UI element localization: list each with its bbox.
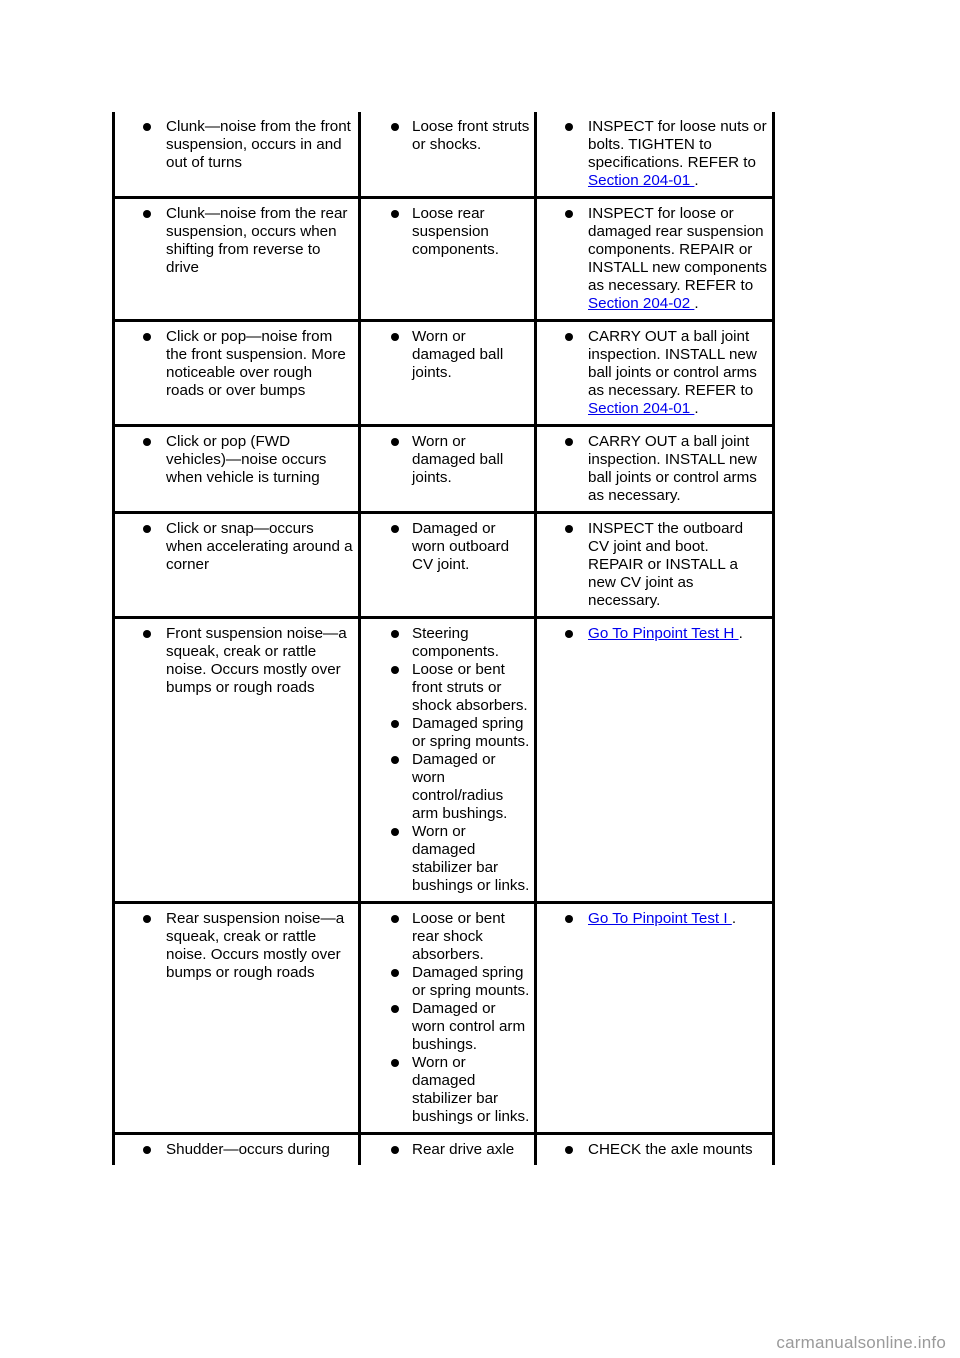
table-row bbox=[114, 112, 774, 198]
symptom-item: Click or pop—noise from the front suspension. More noticeable over rough roads or over bumps bbox=[115, 328, 354, 400]
table-row bbox=[114, 1134, 774, 1166]
cause-item: Damaged or worn control/radius arm bushings. bbox=[361, 751, 530, 823]
cause-cell bbox=[360, 426, 536, 513]
symptom-cell bbox=[114, 198, 360, 321]
action-item bbox=[537, 625, 768, 643]
cause-cell bbox=[360, 513, 536, 618]
cause-item: Loose front struts or shocks. bbox=[361, 118, 530, 154]
action-trailing-text: . bbox=[694, 400, 699, 417]
cause-item: Rear drive axle bbox=[361, 1141, 530, 1159]
table-row bbox=[114, 198, 774, 321]
cause-cell bbox=[360, 198, 536, 321]
cause-item: Loose or bent front struts or shock absorbers. bbox=[361, 661, 530, 715]
cause-item: Damaged or worn control arm bushings. bbox=[361, 1000, 530, 1054]
symptom-item: Click or snap—occurs when accelerating around a corner bbox=[115, 520, 354, 574]
action-text: CHECK the axle mounts bbox=[588, 1141, 753, 1158]
symptom-item: Front suspension noise—a squeak, creak or rattle noise. Occurs mostly over bumps or rough roads bbox=[115, 625, 354, 697]
symptom-item: Click or pop (FWD vehicles)—noise occurs when vehicle is turning bbox=[115, 433, 354, 487]
symptom-cell bbox=[114, 618, 360, 903]
action-item bbox=[537, 910, 768, 928]
table-row bbox=[114, 426, 774, 513]
cause-item: Worn or damaged ball joints. bbox=[361, 433, 530, 487]
action-item bbox=[537, 520, 768, 610]
section-reference-link[interactable]: Section 204-02 bbox=[588, 295, 695, 312]
cause-item: Damaged spring or spring mounts. bbox=[361, 964, 530, 1000]
action-cell bbox=[536, 1134, 774, 1166]
action-trailing-text: . bbox=[694, 295, 699, 312]
cause-item: Steering components. bbox=[361, 625, 530, 661]
cause-item: Loose or bent rear shock absorbers. bbox=[361, 910, 530, 964]
action-item bbox=[537, 1141, 768, 1159]
cause-item: Damaged spring or spring mounts. bbox=[361, 715, 530, 751]
symptom-cell bbox=[114, 321, 360, 426]
action-text: INSPECT for loose or damaged rear suspension components. REPAIR or INSTALL new components as necessary. REFER to bbox=[588, 205, 767, 294]
cause-cell bbox=[360, 112, 536, 198]
symptom-cell bbox=[114, 112, 360, 198]
cause-item: Worn or damaged stabilizer bar bushings or links. bbox=[361, 1054, 530, 1126]
symptom-cell bbox=[114, 903, 360, 1134]
action-text: CARRY OUT a ball joint inspection. INSTALL new ball joints or control arms as necessary. bbox=[588, 433, 757, 504]
action-item bbox=[537, 328, 768, 418]
action-cell bbox=[536, 426, 774, 513]
cause-cell bbox=[360, 1134, 536, 1166]
table-row bbox=[114, 903, 774, 1134]
cause-item: Worn or damaged stabilizer bar bushings or links. bbox=[361, 823, 530, 895]
diagnosis-table bbox=[112, 112, 775, 1165]
action-trailing-text: . bbox=[738, 625, 743, 642]
action-cell bbox=[536, 321, 774, 426]
symptom-item: Rear suspension noise—a squeak, creak or rattle noise. Occurs mostly over bumps or rough roads bbox=[115, 910, 354, 982]
section-reference-link[interactable]: Go To Pinpoint Test H bbox=[588, 625, 739, 642]
action-item bbox=[537, 118, 768, 190]
action-text: INSPECT the outboard CV joint and boot. REPAIR or INSTALL a new CV joint as necessary. bbox=[588, 520, 744, 609]
action-cell bbox=[536, 903, 774, 1134]
watermark: carmanualsonline.info bbox=[776, 1333, 946, 1352]
cause-item: Loose rear suspension components. bbox=[361, 205, 530, 259]
symptom-cell bbox=[114, 513, 360, 618]
diagnosis-table-body bbox=[114, 112, 774, 1165]
action-text: INSPECT for loose nuts or bolts. TIGHTEN to specifications. REFER to bbox=[588, 118, 767, 171]
symptom-cell bbox=[114, 426, 360, 513]
action-item bbox=[537, 205, 768, 313]
action-cell bbox=[536, 618, 774, 903]
section-reference-link[interactable]: Section 204-01 bbox=[588, 172, 695, 189]
action-cell bbox=[536, 198, 774, 321]
section-reference-link[interactable]: Go To Pinpoint Test I bbox=[588, 910, 732, 927]
symptom-cell bbox=[114, 1134, 360, 1166]
cause-item: Worn or damaged ball joints. bbox=[361, 328, 530, 382]
table-row bbox=[114, 321, 774, 426]
symptom-item: Clunk—noise from the rear suspension, occurs when shifting from reverse to drive bbox=[115, 205, 354, 277]
action-cell bbox=[536, 513, 774, 618]
cause-cell bbox=[360, 618, 536, 903]
action-trailing-text: . bbox=[694, 172, 699, 189]
symptom-item: Clunk—noise from the front suspension, occurs in and out of turns bbox=[115, 118, 354, 172]
action-text: CARRY OUT a ball joint inspection. INSTALL new ball joints or control arms as necessary. REFER to bbox=[588, 328, 757, 399]
symptom-item: Shudder—occurs during bbox=[115, 1141, 354, 1159]
action-trailing-text: . bbox=[731, 910, 737, 927]
table-row bbox=[114, 513, 774, 618]
action-cell bbox=[536, 112, 774, 198]
action-item bbox=[537, 433, 768, 505]
table-row bbox=[114, 618, 774, 903]
cause-cell bbox=[360, 903, 536, 1134]
section-reference-link[interactable]: Section 204-01 bbox=[588, 400, 695, 417]
cause-cell bbox=[360, 321, 536, 426]
cause-item: Damaged or worn outboard CV joint. bbox=[361, 520, 530, 574]
